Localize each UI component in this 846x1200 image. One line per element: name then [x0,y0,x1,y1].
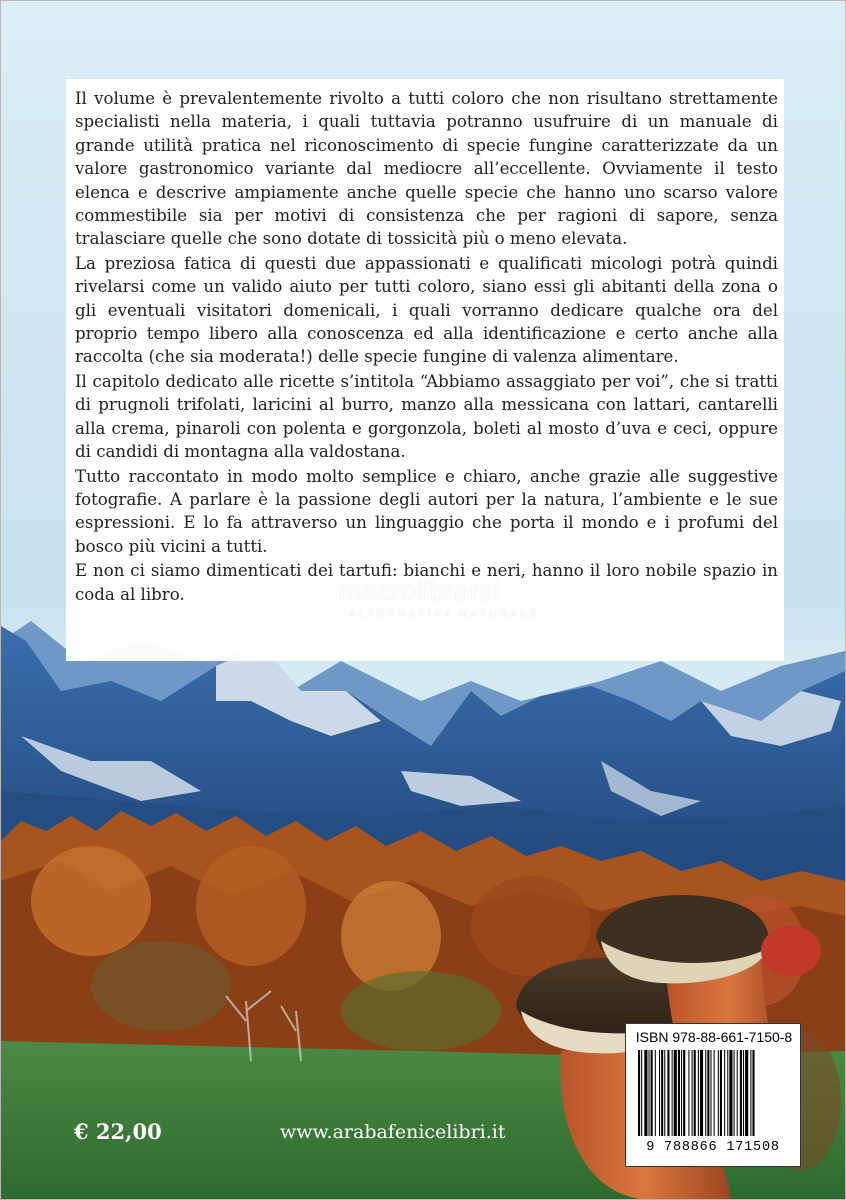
barcode-bar [672,1050,673,1136]
paragraph: Il capitolo dedicato alle ricette s’intitola “Abbiamo assaggiato per voi”, che si tratti di prugnoli trifolati, laricini al burro, manzo alla messicana con lattari, cantarelli alla crema, pinaroli con polenta e gorgonzola, boleti al mosto d’uva e ceci, oppure di candidi di montagna alla valdostana. [75,371,778,462]
barcode-bar [734,1050,735,1136]
watermark-logo-icon [293,578,331,616]
description-text [75,87,778,607]
barcode-bar [750,1050,751,1136]
barcode-bar [641,1050,642,1136]
barcode-bar [700,1050,703,1136]
barcode-bar [683,1050,685,1136]
barcode-bar [667,1050,669,1136]
barcode-bar [698,1050,699,1136]
barcode-bar [727,1050,728,1136]
price-label: € 22,00 [74,1119,162,1144]
barcode-bar [638,1050,640,1136]
barcode-bar [678,1050,680,1136]
barcode-bar [710,1050,711,1136]
barcode-digits: 9 788866 171508 [646,1140,780,1155]
barcode-bar [707,1050,709,1136]
barcode-bar [718,1050,719,1136]
barcode-bar [649,1050,650,1136]
paragraph: E non ci siamo dimenticati dei tartufi: bianchi e neri, hanno il loro nobile spazio in coda al libro. [75,561,778,604]
barcode-bar [644,1050,647,1136]
barcode-bar [681,1050,682,1136]
barcode-bar [692,1050,693,1136]
barcode-icon [636,1050,790,1138]
barcode-bar [743,1050,744,1136]
barcode-bar [664,1050,665,1136]
barcode-bar [714,1050,715,1136]
barcode-bar [740,1050,742,1136]
publisher-website: www.arabafenicelibri.it [280,1121,506,1143]
barcode-bar [705,1050,706,1136]
paragraph: Tutto raccontato in modo molto semplice e chiaro, anche grazie alle suggestive fotografie. A parlare è la passione degli autori per la natura, l’ambiente e le sue espressioni. E lo fa attraverso un linguaggio che porta il mondo e i profumi del bosco più vicini a tutti. [75,466,778,556]
barcode-bar [674,1050,677,1136]
isbn-label: ISBN 978-88-661-7150-8 [635,1029,793,1045]
barcode-bar [729,1050,732,1136]
barcode-bar [720,1050,722,1136]
watermark-subtext: ALTERNATIVA NATURALE [349,609,540,620]
paragraph: La preziosa fatica di questi due appassionati e qualificati micologi potrà quindi rivelarsi come un valido aiuto per tutti coloro, siano essi gli abitanti della zona o gli eventuali visitatori domenicali, i quali vorranno dedicare qualche ora del proprio tempo libero alla conoscenza ed alla identificazione e certo anche alla raccolta (che sia moderata!) delle specie fungine di valenza alimentare. [75,253,778,367]
barcode-bar [752,1050,754,1136]
barcode-bar [745,1050,748,1136]
barcode-bar [655,1050,656,1136]
barcode-bar [659,1050,660,1136]
barcode-bar [737,1050,738,1136]
barcode-bar [651,1050,653,1136]
paragraph: Il volume è prevalentemente rivolto a tutti coloro che non risultano strettamente specialisti nella materia, i quali tuttavia potranno usufruire di un manuale di grande utilità pratica nel riconoscimento di specie fungine caratterizzate da un valore gastronomico variante dal mediocre all’eccellente. Ovviamente il testo elenca e descrive ampiamente anche quelle specie che hanno uno scarso valore commestibile sia per motivi di consistenza che per ragioni di sapore, senza tralasciare quelle che sono dotate di tossicità più o meno elevata. [75,89,778,249]
watermark [291,576,591,626]
barcode-bar [688,1050,689,1136]
barcode-bar [661,1050,663,1136]
watermark-text: macrolibrarsi [339,576,501,606]
barcode-bar [724,1050,725,1136]
barcode-bar [694,1050,696,1136]
isbn-barcode-box [625,1023,801,1167]
